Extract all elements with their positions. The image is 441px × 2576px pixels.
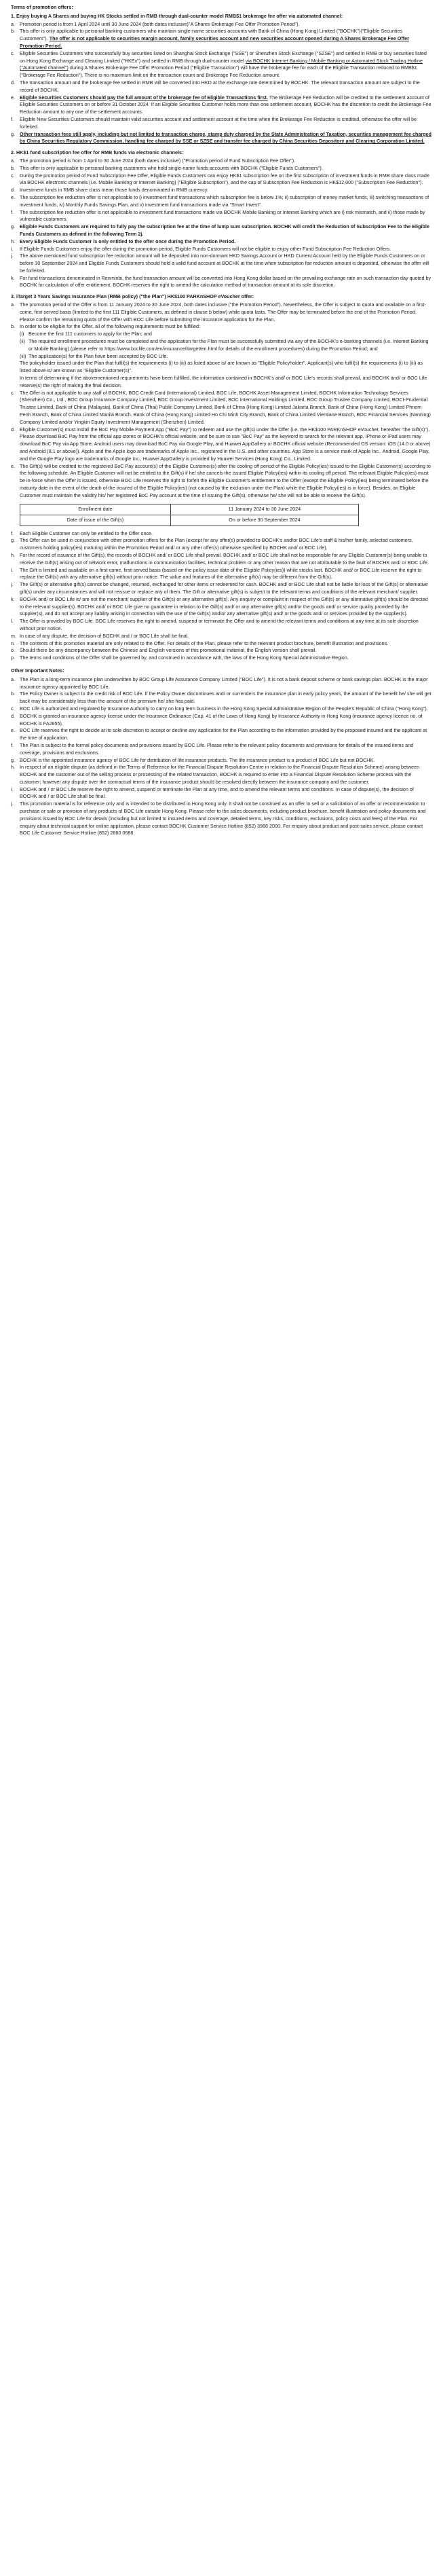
table-cell-enrollment-label: Enrollment date xyxy=(20,504,171,515)
section-3-list xyxy=(11,301,432,662)
section-3-item-b-i: (i) Become the first 111 customers to apply for the Plan; and xyxy=(20,331,152,337)
section-2-item-e: e. The subscription fee reduction offer is not applicable to i) investment fund transactions which subscription fee is below 1%; ii) subscription of money market funds, iii) switching transactions of investment funds, iv) Monthly Funds Savings Plan, and v) investment fund transactions made via "Smart Invest". xyxy=(11,194,429,208)
section-2-text-run: During the promotion period of Fund Subscription Fee Offer, Eligible Funds Customers can enjoy HK$1 subscription fee on the first subscription of investment funds in RMB share class made via BOCHK electronic channels (i.e. Mobile Banking or Internet Banking) ("Eligible Subscription"), and the cap of Subscription Fee Reduction is HK$12,000 ("Subscription Fee Reduction"). xyxy=(20,172,429,186)
section-2-item-g: g. Eligible Funds Customers are required to fully pay the subscription fee at the time of lump sum subscription. BOCHK will credit the Reduction of Subscription Fee to the Eligible Funds Customers as defined in the following Term 2j. xyxy=(11,223,429,237)
page-title: Terms of promotion offers: xyxy=(11,4,73,10)
section-1-item-g: g. Other transaction fees still apply, including but not limited to transaction charge, stamp duty charged by the State Administration of Taxation, securities management fee charged by China Securities Regulatory Commission, handling fee charged by SSE or SZSE and transfer fee charged by China Securities Depository and Clearing Corporation Limited. xyxy=(11,130,432,145)
terms-document xyxy=(0,0,441,841)
section-1-text-run: This offer is only applicable to personal banking customers who maintain single-name securities accounts with Bank of China (Hong Kong) Limited ("BOCHK")("Eligible Securities Customers"). xyxy=(20,28,403,42)
section-2-item-a: a. The promotion period is from 1 April to 30 June 2024 (both dates inclusive) ("Promotion period of Fund Subscription Fee Offer"). xyxy=(11,157,296,164)
section-3-item-b-ii: (ii) The required enrollment procedures must be completed and the application for the Plan must be successfully submitted via any of the BOCHK's e-banking channels (i.e. Internet Banking or Mobile Banking) (please refer to https://www.boclife.com/en/insurance/itarget/en.html for details of the enrollment procedures) during the Promotion Period; and xyxy=(20,338,429,352)
section-3-item-h: h. For the record of issuance of the Gift(s), the records of BOCHK and/ or BOC Life shall prevail. BOCHK and/ or BOC Life shall not be responsible for any Eligible Customer(s) being unable to receive the Gift(s) arising out of network error, malfunctions in communication facilities, technical problem or any other reason that are not attributable to the fault of BOCHK and/ or BOC Life. xyxy=(11,551,429,566)
table-row xyxy=(20,515,359,526)
table-cell-issue-value: On or before 30 September 2024 xyxy=(170,515,358,526)
section-3-item-e: e. The Gift(s) will be credited to the registered BoC Pay account(s) of the Eligible Customer(s) after the cooling off period of the Eligible Policy(ies) issued to the Eligible Customer(s) according to the following schedule. An Eligible Customer will not be entitled to the Gift(s) if he/ she cancels the issued Eligible Policy(ies) within its cooling off period. The relevant Eligible Policy(ies) must be in-force when the Offer is issued, otherwise BOC Life reserves the right to forfeit the Eligible Customer's entitlement to the Offer (except the Eligible Policy(ies) being terminated before the maturity date in the event of the death of the insured of the Eligible Policy(ies) (not caused by the exclusion under the Plan) while the Eligible Policy(ies) is in force). Besides, an Eligible Customer must maintain the validity his/ her registered BoC Pay account at the time of issuing the Gift(s), otherwise he/ she will not be able to receive the Gift(s). xyxy=(11,462,431,498)
section-1-text-run: The offer is not applicable to securities margin account, family securities account and new securities account opened during A Shares Brokerage Fee Offer Promotion Period. xyxy=(20,35,409,49)
section-1-text-run: Eligible Securities Customers who successfully buy securities listed on Shanghai Stock Exchange ("SSE") or Shenzhen Stock Exchange ("SZSE") and settled in RMB or buy securities listed on Hong Kong Exchange and Clearing Limited ("HKEx") and settled in RMB through dual-counter model xyxy=(20,50,427,64)
section-2-item-j: j. The above mentioned fund subscription fee reduction amount will be deposited into non-dormant HKD Savings Account or HKD Current Account held by the Eligible Funds Customers on or before 30 September 2024 and Eligible Funds Customers should hold a valid fund account at BOCHK at the time when subscription fee reduction amount is deposited, otherwise the offer will be forfeited. xyxy=(11,253,429,274)
section-2-text-run: This offer is only applicable to personal banking customers who hold single-name funds accounts with BOCHK ("Eligible Funds Customers"). xyxy=(20,164,323,171)
note-item-a: a. The Plan is a long-term insurance plan underwritten by BOC Group Life Assurance Company Limited ("BOC Life"). It is not a bank deposit scheme or bank savings plan. BOCHK is the major insurance agency appointed by BOC Life. xyxy=(11,676,428,690)
table-row xyxy=(20,504,359,515)
section-3-item-o: o. Should there be any discrepancy between the Chinese and English versions of this promotional material, the English version shall prevail. xyxy=(11,647,317,654)
section-1-text-run: Other transaction fees still apply, including but not limited to transaction charge, stamp duty charged by the State Administration of Taxation, securities management fee charged by China Securities Regulatory Commission, handling fee charged by SSE or SZSE and transfer fee charged by China Securities Depository and Clearing Corporation Limited. xyxy=(20,130,432,145)
section-3-item-k: k. BOCHK and/ or BOC Life is/ are not the merchant/ supplier of the Gift(s) or any alternative gift(s). Any enquiry or complaint in respect of the Gift(s) or any alternative gift(s) should be directed to the relevant supplier(s). BOCHK and/ or BOC Life give no guarantee in relation to the Gift(s) and/ or any alternative gift(s) and/or the goods and/ or service quality provided by the supplier(s), and do not accept any liability arising in connection with the use of the Gift(s) and/or any alternative gift(s) and/ or the goods and/ or services provided by the supplier(s). xyxy=(11,595,428,617)
section-1-item-c: c. Eligible Securities Customers who successfully buy securities listed on Shanghai Stock Exchange ("SSE") or Shenzhen Stock Exchange ("SZSE") and settled in RMB or buy securities listed on Hong Kong Exchange and Clearing Limited ("HKEx") and settled in RMB through dual-counter model via BOCHK Internet Banking / Mobile Banking or Automated Stock Trading Hotline ("Automated channel") during A Shares Brokerage Fee Offer Promotion Period ("Eligible Transaction") will have the brokerage fee for each of the Eligible Transaction reduced to RMB$1 ("Brokerage Fee Reduction"). There is no maximum limit on the transaction count and Brokerage Fee Reduction amount. xyxy=(11,50,427,79)
section-2-text-run: The subscription fee reduction offer is not applicable to investment fund transactions made via BOCHK Mobile Banking or Internet Banking which are i) risk mismatch, and ii) those made by vulnerable customers. xyxy=(20,208,425,223)
section-2-text-run: The promotion period is from 1 April to 30 June 2024 (both dates inclusive) ("Promotion period of Fund Subscription Fee Offer"). xyxy=(20,157,296,164)
other-notes-list xyxy=(11,676,432,838)
section-2-item-c: c. During the promotion period of Fund Subscription Fee Offer, Eligible Funds Customers can enjoy HK$1 subscription fee on the first subscription of investment funds in RMB share class made via BOCHK electronic channels (i.e. Mobile Banking or Internet Banking) ("Eligible Subscription"), and the cap of Subscription Fee Reduction is HK$12,000 ("Subscription Fee Reduction"). xyxy=(11,172,429,186)
section-3-item-a: a. The promotion period of the Offer is from 11 January 2024 to 30 June 2024, both dates inclusive ("the Promotion Period"). Nevertheless, the Offer is subject to quota and available on a first-come, first-served basis (limited to the first 111 Eligible Customers, as defined in clause b below) while quota lasts. The Offer may be terminated before the end of the Promotion Period. Please confirm the remaining quota of the Offer with BOC Life before submitting the insurance application for the Plan. xyxy=(11,301,426,323)
section-3-item-m: m. In case of any dispute, the decision of BOCHK and / or BOC Life shall be final. xyxy=(11,632,189,639)
section-3-heading: 3. iTarget 3 Years Savings Insurance Plan (RMB policy) ("the Plan") HK$100 PARKnSHOP eVoucher offer: xyxy=(11,293,254,300)
section-2-item-f: f. The subscription fee reduction offer is not applicable to investment fund transactions made via BOCHK Mobile Banking or Internet Banking which are i) risk mismatch, and ii) those made by vulnerable customers. xyxy=(11,208,425,223)
section-2-text-run: The above mentioned fund subscription fee reduction amount will be deposited into non-dormant HKD Savings Account or HKD Current Account held by the Eligible Funds Customers on or before 30 September 2024 and Eligible Funds Customers should hold a valid fund account at BOCHK at the time when subscription fee reduction amount is deposited, otherwise the offer will be forfeited. xyxy=(20,253,429,274)
section-1-item-d: d. The transaction amount and the brokerage fee settled in RMB will be converted into HKD at the exchange rate determined by BOCHK. The relevant transaction amount are subject to the record of BOCHK. xyxy=(11,79,420,93)
section-2-text-run: The subscription fee reduction offer is not applicable to i) investment fund transactions which subscription fee is below 1%; ii) subscription of money market funds, iii) switching transactions of investment funds, iv) Monthly Funds Savings Plan, and v) investment fund transactions made via "Smart Invest". xyxy=(20,194,429,208)
section-2-text-run: Every Eligible Funds Customer is only entitled to the offer once during the Promotion Period. xyxy=(20,238,236,244)
section-2-text-run: Eligible Funds Customers are required to fully pay the subscription fee at the time of lump sum subscription. BOCHK will credit the Reduction of Subscription Fee to the Eligible Funds Customers as defined in the following Term 2j. xyxy=(20,223,429,237)
section-2-heading: 2. HK$1 fund subscription fee offer for RMB funds via electronic channels: xyxy=(11,149,184,156)
section-3-item-j: j. The Gift(s) or alternative gift(s) cannot be changed, returned, exchanged for other items or redeemed for cash. BOCHK and/ or BOC Life shall not be liable for loss of the Gift(s) or alternative gift(s) under any circumstances and will not reissue or replace any of them. The Gift or alternative gift(s) is subject to the relevant terms and conditions of the relevant merchant/ supplier. xyxy=(11,581,428,595)
section-1-list xyxy=(11,21,432,146)
section-3-item-b-iii: (iii) The application(s) for the Plan have been accepted by BOC Life. xyxy=(20,352,168,359)
section-2-item-h: h. Every Eligible Funds Customer is only entitled to the offer once during the Promotion Period. xyxy=(11,238,236,244)
section-1-item-f: f. Eligible New Securities Customers should maintain valid securities account and settlement account at the time when the Brokerage Fee Reduction is credited, otherwise the offer will be forfeited. xyxy=(11,115,417,130)
section-1-item-a: a. Promotion period is from 1 April 2024 until 30 June 2024 (both dates inclusive)"A Shares Brokerage Fee Offer Promotion Period"). xyxy=(11,20,300,27)
section-1-text-run: Eligible Securities Customers should pay the full amount of the brokerage fee of Eligible Transactions first. xyxy=(20,94,268,100)
section-3-item-p: p. The terms and conditions of the Offer shall be governed by, and construed in accordance with, the laws of the Hong Kong Special Administrative Region. xyxy=(11,655,349,661)
section-3-item-i: i. The Gift is limited and available on a first-come, first-served basis (based on the policy issue date of the Eligible Policy(ies)) while stocks last. BOCHK and/ or BOC Life reserve the right to replace the Gift(s) with any alternative gift(s) without prior notice. The value and features of the alternative gift(s) may be different from the Gift(s). xyxy=(11,566,422,581)
section-1-text-run: Eligible New Securities Customers should maintain valid securities account and settlement account at the time when the Brokerage Fee Reduction is credited, otherwise the offer will be forfeited. xyxy=(20,115,417,130)
section-1-text-run: Promotion period is from 1 April 2024 until 30 June 2024 (both dates inclusive)"A Shares Brokerage Fee Offer Promotion Period"). xyxy=(20,20,300,27)
section-3-item-b-tail: The policyholder issued under the Plan that fulfil(s) the requirements (i) to (iii) as listed above is/ are known as "Eligible Policyholder". Applicant(s) who fulfil(s) the requirements (i) to (iii) as listed above is/ are known as "Eligible Customer(s)". xyxy=(20,360,423,374)
section-1-heading: 1. Enjoy buying A Shares and buying HK Stocks settled in RMB through dual-counter model RMB$1 brokerage fee offer via automated channel: xyxy=(11,12,343,19)
table-cell-enrollment-value: 11 January 2024 to 30 June 2024 xyxy=(170,504,358,515)
note-item-e: e. BOC Life reserves the right to decide at its sole discretion to accept or decline any application for the Plan according to the information provided by the proposed insured and the applicant at the time of application. xyxy=(11,727,427,741)
note-item-j: j. This promotion material is for reference only and is intended to be distributed in Hong Kong only. It shall not be construed as an offer to sell or a solicitation of an offer or recommendation to purchase or sale or provision of any products of BOC Life outside Hong Kong. Please refer to the sales documents, including product brochure, benefit illustration and policy documents and provisions issued by BOC Life for details (including but not limited to insured items and coverage, detailed terms, key risks, conditions, exclusions, policy costs and fees) of the Plan. For enquiry about technical support for online application, please contact BOCHK Customer Service Hotline (852) 3988 2000. For enquiry about product and post-sales service, please contact BOC Life Customer Service Hotline (852) 2860 0688. xyxy=(11,801,426,836)
note-item-d: d. BOCHK is granted an insurance agency license under the Insurance Ordinance (Cap. 41 of the Laws of Hong Kong) by Insurance Authority in Hong Kong (insurance agency licence no. of BOCHK is FA2855). xyxy=(11,712,423,726)
note-item-i: i. BOCHK and / or BOC Life reserve the right to amend, suspend or terminate the Plan at any time, and to amend the relevant terms and conditions. In case of dispute(s), the decision of BOCHK and / or BOC Life shall be final. xyxy=(11,786,414,800)
note-item-c: c. BOC Life is authorized and regulated by Insurance Authority to carry on long term business in the Hong Kong Special Administrative Region of the People's Republic of China ("Hong Kong"). xyxy=(11,705,428,712)
section-2-text-run: Investment funds in RMB share class mean those funds denominated in RMB currency. xyxy=(20,187,208,194)
note-item-g: g. BOCHK is the appointed insurance agency of BOC Life for distribution of life insurance products. The life insurance product is a product of BOC Life but not BOCHK. xyxy=(11,756,375,763)
section-1-text-run: during A Shares Brokerage Fee Offer Promotion Period ("Eligible Transaction") will have the brokerage fee for each of the Eligible Transaction reduced to RMB$1 ("Brokerage Fee Reduction"). There is no maximum limit on the transaction count and Brokerage Fee Reduction amount. xyxy=(20,65,417,79)
other-notes-heading: Other Important Notes: xyxy=(11,667,64,674)
section-2-item-k: k. For fund transactions denominated in Renminbi, the fund transaction amount will be converted into Hong Kong dollar based on the prevailing exchange rate on such transaction day quoted by BOCHK for calculation of offer entitlement. BOCHK reserves the right to amend the calculation method of transaction amount at its sole discretion. xyxy=(11,274,432,289)
section-2-text-run: For fund transactions denominated in Renminbi, the fund transaction amount will be converted into Hong Kong dollar based on the prevailing exchange rate on such transaction day quoted by BOCHK for calculation of offer entitlement. BOCHK reserves the right to amend the calculation method of transaction amount at its sole discretion. xyxy=(20,274,432,289)
section-3-item-b-tail2: In terms of determining if the abovementioned requirements have been fulfilled, the information contained in BOCHK's and/ or BOC Life's records shall prevail, and BOCHK and/ or BOC Life reserve(s) the right of making the final decision. xyxy=(20,375,427,388)
section-1-text-run: The Brokerage Fee Reduction will be credited to the settlement account of Eligible Securities Customers on or before 31 October 2024. If an Eligible Securities Customer holds more than one settlement account, BOCHK has the discretion to credit the Brokerage Fee Reduction amount to any one of the settlement accounts. xyxy=(20,94,432,115)
section-2-item-d: d. Investment funds in RMB share class mean those funds denominated in RMB currency. xyxy=(11,187,208,194)
section-1-text-run: The transaction amount and the brokerage fee settled in RMB will be converted into HKD at the exchange rate determined by BOCHK. The relevant transaction amount are subject to the record of BOCHK. xyxy=(20,79,420,93)
section-1-text-run: via BOCHK Internet Banking / Mobile Banking or Automated Stock Trading Hotline ("Automated channel") xyxy=(20,57,423,71)
section-3-item-c: c. The Offer is not applicable to any staff of BOCHK, BOC Credit Card (International) Limited, BOC Life, BOCHK Asset Management Limited, BOCHK Information Technology Services (Shenzhen) Co., Ltd., BOC Group Insurance Company Limited, BOC Group Investment Limited, BOC International Holdings Limited, BOC Group Trustee Company Limited, BOCI-Prudential Trustee Limited, Bank of China (Malaysia), Bank of China (Thai) Public Company Limited, Bank of China (Hong Kong) Limited Jakarta Branch, Bank of China (Hong Kong) Limited Phnom Penh Branch, Bank of China Limited Manila Branch, Bank of China (Hong Kong) Limited Ho Chi Minh City Branch, Bank of China Limited Vientiane Branch, BOC Financial Services (Nanning) Company Limited and/or Yingkin Equity Investment Management (Shenzhen) Limited. xyxy=(11,389,431,425)
section-3-item-b: b. In order to be eligible for the Offer, all of the following requirements must be fulfilled: xyxy=(11,323,200,330)
section-3-item-l: l. The Offer is provided by BOC Life. BOC Life reserves the right to amend, suspend or terminate the Offer and to amend the relevant terms and conditions at any time at its sole discretion without prior notice. xyxy=(11,618,419,631)
section-3-item-g: g. The Offer can be used in conjunction with other promotion offers for the Plan (except for any offer(s) provided to BOCHK's and/or BOC Life's staff & his/her family, selected customers, customers holding policy(ies) maturing within the Promotion Period and/ or any other offer(s) otherwise specified by BOCHK and/ or BOC Life). xyxy=(11,537,413,551)
note-item-f: f. The Plan is subject to the formal policy documents and provisions issued by BOC Life. Please refer to the relevant policy documents and provisions for details of the insured items and coverage, provisions and exclusions. xyxy=(11,741,414,756)
section-1-item-b: b. This offer is only applicable to personal banking customers who maintain single-name securities accounts with Bank of China (Hong Kong) Limited ("BOCHK")("Eligible Securities Customers"). The offer is not applicable to securities margin account, family securities account and new securities account opened during A Shares Brokerage Fee Offer Promotion Period. xyxy=(11,28,409,49)
section-3-item-n: n. The contents of this promotion material are only related to the Offer. For details of the Plan, please refer to the relevant product brochure, benefit illustration and provisions. xyxy=(11,640,389,646)
note-item-h: h. In respect of an eligible dispute (as defined in the Terms of Reference for the Financial Dispute Resolution Centre in relation to the Financial Dispute Resolution Scheme) arising between BOCHK and the customer out of the selling process or processing of the related transaction, BOCHK is required to enter into a Financial Dispute Resolution Scheme process with the customer; however any dispute over the contractual terms of the insurance product should be resolved directly between the insurance company and the customer. xyxy=(11,764,420,785)
section-2-text-run: If Eligible Funds Customers enjoy the offer during the promotion period, Eligible Funds Customers will not be eligible to enjoy other Fund Subscription Fee Reduction Offers. xyxy=(20,245,391,252)
section-3-item-d: d. Eligible Customer(s) must install the BoC Pay Mobile Payment App ("BoC Pay") to redeem and use the gift(s) under the Offer (i.e. the HK$100 PARKnSHOP eVoucher, hereafter "the Gift(s)"). Please download BoC Pay from the official app stores or BOCHK's official website, and be sure to use "BoC Pay" as the keyword to search for the relevant app. iPhone or iPad users may download BoC Pay via App Store; Android users may download BoC Pay via Google Play, and Huawei AppGallery or BOCHK official website (Recommended OS version: iOS (14.0 or above) and Android (8.1 or above)). Apple and the Apple logo are trademarks of Apple Inc., registered in the U.S. and other countries. App Store is a service mark of Apple Inc.. Android, Google Play, and the Google Play logo are trademarks of Google Inc., Huawei AppGallery is provided by Huawei Services (Hong Kong) Co., Limited. xyxy=(11,426,431,462)
section-1-item-e: e. Eligible Securities Customers should pay the full amount of the brokerage fee of Eligible Transactions first. The Brokerage Fee Reduction will be credited to the settlement account of Eligible Securities Customers on or before 31 October 2024. If an Eligible Securities Customer holds more than one settlement account, BOCHK has the discretion to credit the Brokerage Fee Reduction amount to any one of the settlement accounts. xyxy=(11,94,432,115)
table-cell-issue-label: Date of issue of the Gift(s) xyxy=(20,515,171,526)
gift-schedule-table xyxy=(20,504,359,526)
section-2-item-b: b. This offer is only applicable to personal banking customers who hold single-name funds accounts with BOCHK ("Eligible Funds Customers"). xyxy=(11,164,323,171)
section-2-list xyxy=(11,158,432,289)
note-item-b: b. The Policy Owner is subject to the credit risk of BOC Life. If the Policy Owner discontinues and/ or surrenders the insurance plan in early policy years, the amount of the benefit he/ she will get back may be considerably less than the amount of the premium he/ she has paid. xyxy=(11,691,432,705)
section-3-item-f: f. Each Eligible Customer can only be entitled to the Offer once. xyxy=(11,530,153,536)
section-2-item-i: i. If Eligible Funds Customers enjoy the offer during the promotion period, Eligible Funds Customers will not be eligible to enjoy other Fund Subscription Fee Reduction Offers. xyxy=(11,245,391,252)
